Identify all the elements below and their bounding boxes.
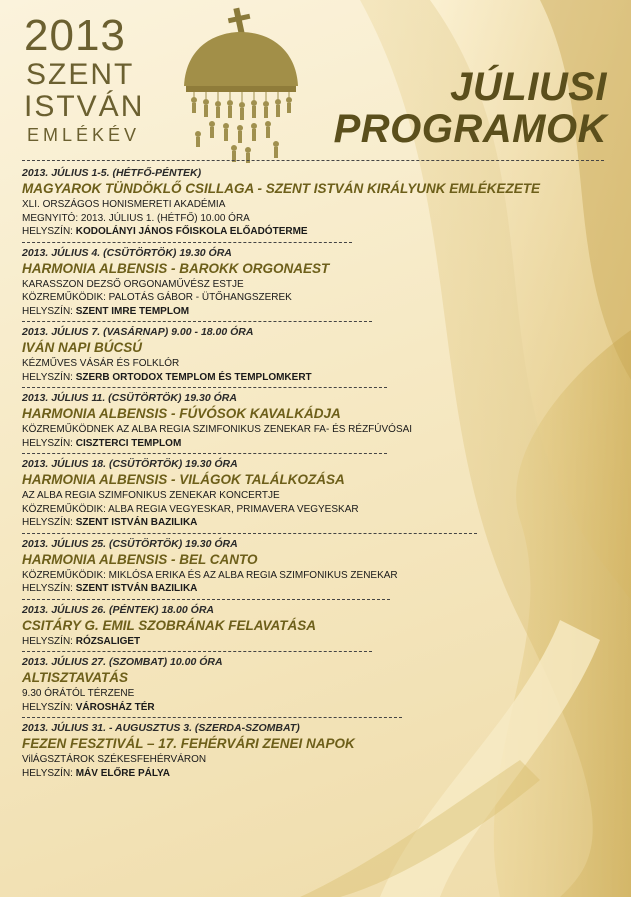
event-divider <box>22 651 372 652</box>
location-label: HELYSZÍN: <box>22 517 76 528</box>
event-detail: KARASSZON DEZSŐ ORGONAMŰVÉSZ ESTJE <box>22 278 244 290</box>
event-title: FEZEN FESZTIVÁL – 17. FEHÉRVÁRI ZENEI NAPOK <box>22 736 355 751</box>
event-title: CSITÁRY G. EMIL SZOBRÁNAK FELAVATÁSA <box>22 617 317 633</box>
location-value: CISZTERCI TEMPLOM <box>75 437 182 449</box>
location-value: VÁROSHÁZ TÉR <box>75 701 155 713</box>
event-divider <box>22 242 352 243</box>
event-item <box>22 246 622 326</box>
event-date: 2013. JÚLIUS 18. (CSÜTÖRTÖK) 19.30 ÓRA <box>22 458 238 470</box>
event-location <box>22 225 622 239</box>
event-detail: KÉZMŰVES VÁSÁR ÉS FOLKLÓR <box>22 358 180 369</box>
event-divider <box>22 599 390 600</box>
page-title <box>334 66 607 150</box>
event-title: ALTISZTAVATÁS <box>22 670 128 685</box>
location-value: SZENT IMRE TEMPLOM <box>75 305 190 317</box>
event-date: 2013. JÚLIUS 25. (CSÜTÖRTÖK) 19.30 ÓRA <box>22 537 238 550</box>
event-divider <box>22 321 372 322</box>
logo-text-istvan: ISTVÁN <box>24 90 145 123</box>
location-label: HELYSZÍN: <box>22 226 76 237</box>
event-item <box>22 325 622 391</box>
event-location <box>22 635 622 649</box>
location-label: HELYSZÍN: <box>22 701 76 713</box>
event-location <box>22 305 622 319</box>
location-label: HELYSZÍN: <box>22 767 76 779</box>
event-date: 2013. JÚLIUS 26. (PÉNTEK) 18.00 ÓRA <box>22 603 214 616</box>
page-title-line1: JÚLIUSI <box>450 65 607 109</box>
location-value: RÓZSALIGET <box>75 635 141 647</box>
location-label: HELYSZÍN: <box>22 437 76 449</box>
event-location <box>22 582 622 596</box>
event-item <box>22 391 622 457</box>
location-label: HELYSZÍN: <box>22 583 76 594</box>
event-divider <box>22 387 387 388</box>
event-detail: KÖZREMŰKÖDIK: ALBA REGIA VEGYESKAR, PRIMAVERA VEGYESKAR <box>22 503 359 515</box>
event-location <box>22 437 622 451</box>
logo-year: 2013 <box>24 11 126 60</box>
event-title: HARMONIA ALBENSIS - VILÁGOK TALÁLKOZÁSA <box>22 472 345 487</box>
location-value: SZERB ORTODOX TEMPLOM ÉS TEMPLOMKERT <box>75 371 312 383</box>
event-detail: KÖZREMŰKÖDIK: PALOTÁS GÁBOR - ÜTŐHANGSZEREK <box>22 292 292 303</box>
event-detail: AZ ALBA REGIA SZIMFONIKUS ZENEKAR KONCERTJE <box>22 490 280 501</box>
event-detail: VilÁGSZTÁROK SZÉKESFEHÉRVÁRON <box>22 754 207 765</box>
event-detail: MEGNYITÓ: 2013. JÚLIUS 1. (HÉTFŐ) 10.00 ÓRA <box>22 212 250 224</box>
event-item <box>22 603 622 656</box>
location-value: MÁV ELŐRE PÁLYA <box>75 767 171 779</box>
event-date: 2013. JÚLIUS 27. (SZOMBAT) 10.00 ÓRA <box>22 656 223 668</box>
event-detail: 9.30 ÓRÁTÓL TÉRZENE <box>22 688 135 699</box>
event-location <box>22 516 622 530</box>
page-title-line2: PROGRAMOK <box>333 107 607 151</box>
location-label: HELYSZÍN: <box>22 305 76 317</box>
event-date: 2013. JÚLIUS 11. (CSÜTÖRTÖK) 19.30 ÓRA <box>22 392 237 404</box>
event-item <box>22 655 622 721</box>
event-item <box>22 721 622 783</box>
event-title: HARMONIA ALBENSIS - BAROKK ORGONAEST <box>22 260 330 276</box>
event-divider <box>22 533 477 534</box>
header-divider <box>22 160 604 161</box>
event-list <box>22 166 622 783</box>
event-divider <box>22 453 387 454</box>
logo-text-szent: SZENT <box>26 58 135 91</box>
location-label: HELYSZÍN: <box>22 635 76 647</box>
location-value: SZENT ISTVÁN BAZILIKA <box>75 583 198 594</box>
event-item <box>22 457 622 537</box>
event-divider <box>22 717 402 718</box>
event-title: HARMONIA ALBENSIS - FÚVÓSOK KAVALKÁDJA <box>22 406 341 421</box>
event-date: 2013. JÚLIUS 1-5. (HÉTFŐ-PÉNTEK) <box>22 167 202 179</box>
location-label: HELYSZÍN: <box>22 371 76 383</box>
event-date: 2013. JÚLIUS 31. - AUGUSZTUS 3. (SZERDA-SZOMBAT) <box>22 722 300 734</box>
event-title: IVÁN NAPI BÚCSÚ <box>22 340 143 355</box>
event-location <box>22 767 622 781</box>
event-detail: KÖZREMŰKÖDIK: MIKLÓSA ERIKA ÉS AZ ALBA REGIA SZIMFONIKUS ZENEKAR <box>22 569 398 581</box>
event-date: 2013. JÚLIUS 7. (VASÁRNAP) 9.00 - 18.00 ÓRA <box>22 326 254 338</box>
event-location <box>22 701 622 715</box>
event-location <box>22 371 622 385</box>
event-item <box>22 166 622 246</box>
crown-people-logo-icon <box>176 6 306 164</box>
location-value: KODOLÁNYI JÁNOS FŐISKOLA ELŐADÓTERME <box>75 226 308 237</box>
location-value: SZENT ISTVÁN BAZILIKA <box>75 517 198 528</box>
event-date: 2013. JÚLIUS 4. (CSÜTÖRTÖK) 19.30 ÓRA <box>22 246 232 259</box>
logo-text-emlekev: EMLÉKÉV <box>27 125 141 145</box>
event-title: MAGYAROK TÜNDÖKLŐ CSILLAGA - SZENT ISTVÁN KIRÁLYUNK EMLÉKEZETE <box>22 181 540 196</box>
event-item <box>22 537 622 603</box>
event-detail: KÖZREMŰKÖDNEK AZ ALBA REGIA SZIMFONIKUS ZENEKAR FA- ÉS RÉZFÚVÓSAI <box>22 424 413 435</box>
event-detail: XLI. ORSZÁGOS HONISMERETI AKADÉMIA <box>22 199 226 210</box>
event-title: HARMONIA ALBENSIS - BEL CANTO <box>22 551 258 567</box>
